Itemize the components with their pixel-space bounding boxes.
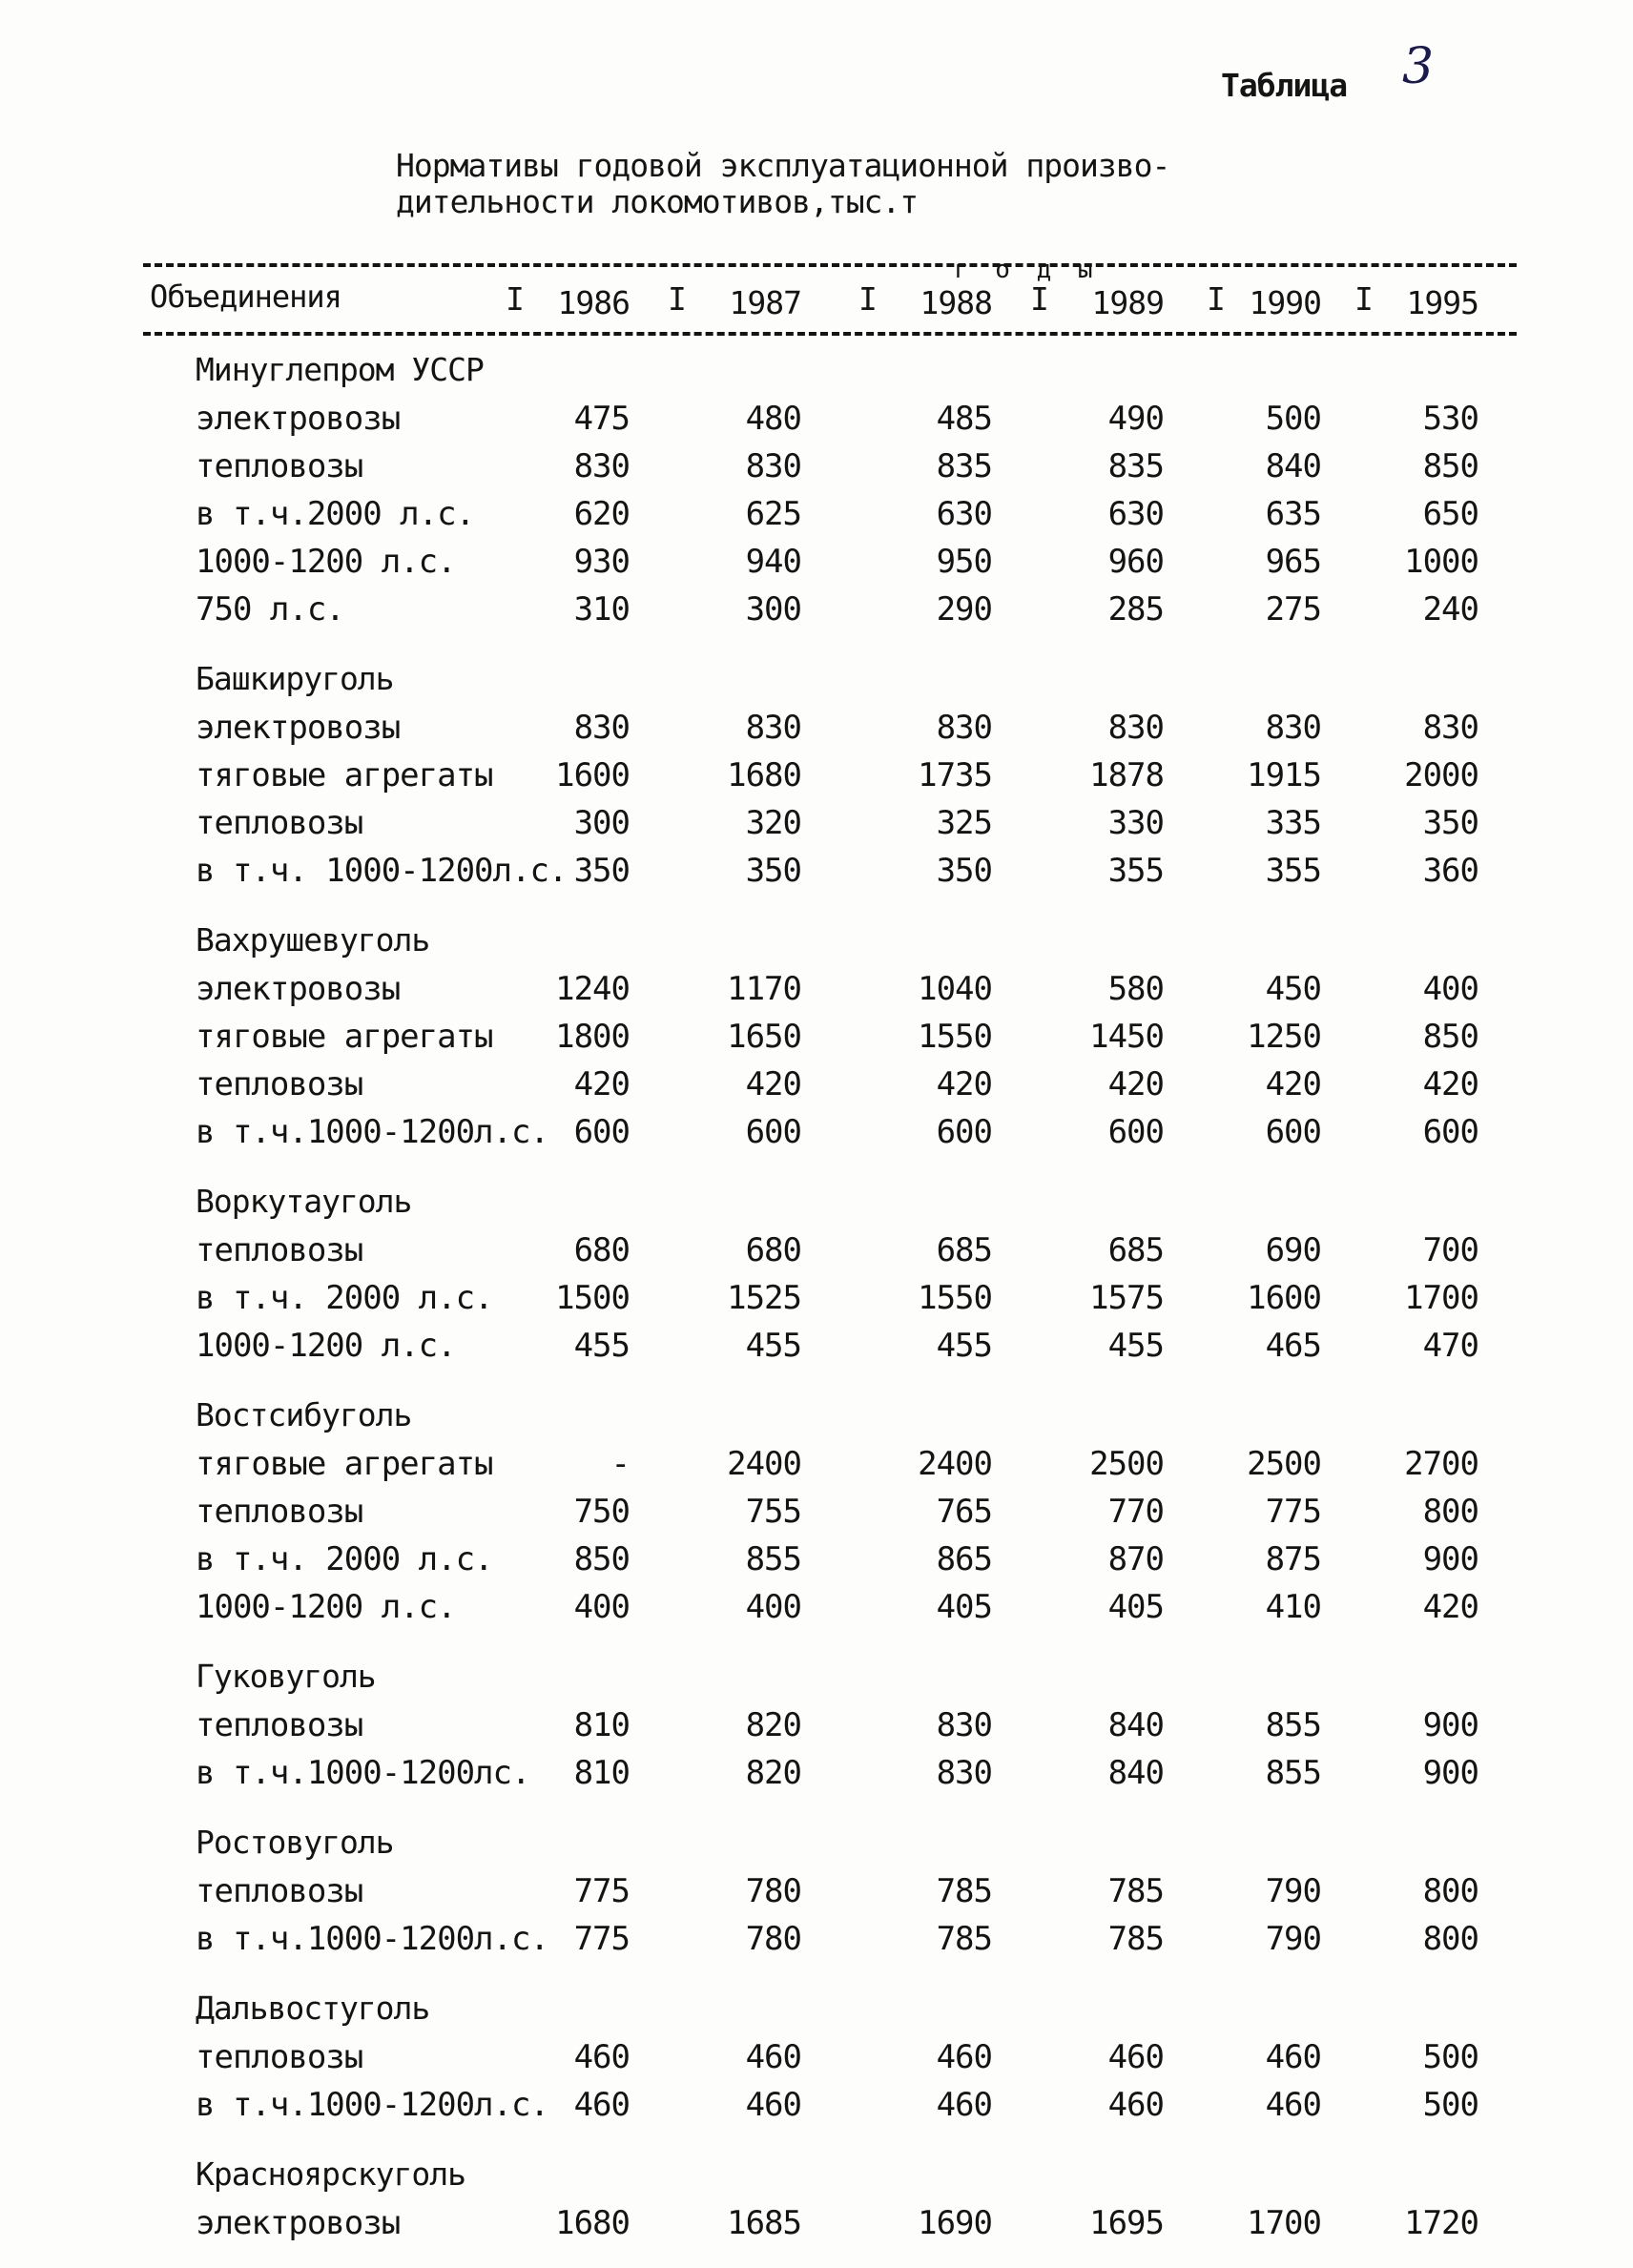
year-header-3: 1989 — [1091, 284, 1164, 321]
value-cell: 680 — [573, 1231, 630, 1269]
norms-table-body — [0, 345, 1633, 2268]
value-cell: 630 — [1107, 495, 1164, 533]
header-column-separator: I — [1207, 280, 1226, 318]
value-cell: 350 — [573, 852, 630, 890]
value-cell: 420 — [936, 1065, 992, 1103]
value-cell: 290 — [936, 590, 992, 629]
organization-group — [0, 1652, 1633, 1797]
value-cell: 1650 — [727, 1018, 801, 1056]
value-cell: 800 — [1422, 1493, 1478, 1531]
table-row — [0, 2199, 1633, 2247]
value-cell: 625 — [745, 495, 801, 533]
value-cell: 600 — [573, 1113, 630, 1151]
value-cell: 2500 — [1247, 1445, 1321, 1483]
value-cell: 960 — [1107, 543, 1164, 581]
value-cell: 790 — [1265, 1872, 1321, 1910]
value-cell: 355 — [1265, 852, 1321, 890]
year-header-2: 1988 — [920, 284, 992, 321]
organization-name: Башкируголь — [196, 660, 394, 697]
value-cell: 460 — [1265, 2038, 1321, 2076]
value-cell: 350 — [1422, 804, 1478, 842]
value-cell: 485 — [936, 400, 992, 438]
value-cell: 875 — [1265, 1540, 1321, 1578]
organization-group — [0, 345, 1633, 633]
value-cell: 400 — [573, 1588, 630, 1626]
value-cell: 840 — [1107, 1706, 1164, 1744]
row-label: тепловозы — [196, 1065, 363, 1103]
value-cell: 785 — [1107, 1920, 1164, 1958]
value-cell: 300 — [745, 590, 801, 629]
organization-group — [0, 1818, 1633, 1963]
row-label: тепловозы — [196, 1231, 363, 1269]
value-cell: 765 — [936, 1493, 992, 1531]
value-cell: 900 — [1422, 1540, 1478, 1578]
value-cell: 620 — [573, 495, 630, 533]
organization-name: Вахрушевуголь — [196, 921, 430, 959]
value-cell: 1550 — [918, 1018, 992, 1056]
table-row — [0, 1061, 1633, 1108]
value-cell: 320 — [745, 804, 801, 842]
value-cell: 830 — [573, 447, 630, 485]
row-label: тяговые агрегаты — [196, 1445, 493, 1483]
value-cell: 600 — [1265, 1113, 1321, 1151]
organization-name: Ростовуголь — [196, 1824, 394, 1861]
value-cell: 460 — [573, 2086, 630, 2124]
value-cell: 420 — [573, 1065, 630, 1103]
row-label: 1000-1200 л.с. — [196, 1588, 456, 1626]
value-cell: 310 — [573, 590, 630, 629]
title-line-1: Нормативы годовой эксплуатационной произво- — [396, 147, 1170, 184]
column-header-organizations: Объединения — [150, 278, 341, 315]
table-row — [0, 1583, 1633, 1631]
value-cell: 855 — [1265, 1706, 1321, 1744]
value-cell: 800 — [1422, 1872, 1478, 1910]
value-cell: 2400 — [727, 1445, 801, 1483]
value-cell: 460 — [573, 2038, 630, 2076]
value-cell: 800 — [1422, 1920, 1478, 1958]
year-header-0: 1986 — [557, 284, 630, 321]
header-column-separator: I — [1030, 280, 1049, 318]
header-column-separator: I — [668, 280, 687, 318]
organization-group — [0, 1177, 1633, 1370]
row-label: электровозы — [196, 970, 401, 1008]
header-column-separator: I — [1354, 280, 1374, 318]
value-cell: 690 — [1265, 1231, 1321, 1269]
value-cell: 460 — [745, 2038, 801, 2076]
row-label: 1000-1200 л.с. — [196, 1327, 456, 1365]
value-cell: 350 — [745, 852, 801, 890]
value-cell: 420 — [1422, 1588, 1478, 1626]
value-cell: 810 — [573, 1706, 630, 1744]
value-cell: 1680 — [727, 756, 801, 794]
value-cell: 820 — [745, 1754, 801, 1792]
organization-name: Дальвостуголь — [196, 1990, 430, 2027]
value-cell: 600 — [745, 1113, 801, 1151]
value-cell: 410 — [1265, 1588, 1321, 1626]
value-cell: 335 — [1265, 804, 1321, 842]
value-cell: 285 — [1107, 590, 1164, 629]
header-top-rule — [143, 263, 1517, 267]
value-cell: 1040 — [918, 970, 992, 1008]
table-row — [0, 1322, 1633, 1370]
table-row — [0, 1013, 1633, 1061]
value-cell: 1525 — [727, 1279, 801, 1317]
value-cell: 790 — [1265, 1920, 1321, 1958]
value-cell: 1170 — [727, 970, 801, 1008]
table-row — [0, 1915, 1633, 1963]
value-cell: 500 — [1422, 2038, 1478, 2076]
value-cell: 455 — [573, 1327, 630, 1365]
value-cell: 460 — [936, 2038, 992, 2076]
value-cell: 240 — [1422, 590, 1478, 629]
value-cell: 685 — [1107, 1231, 1164, 1269]
value-cell: 840 — [1107, 1754, 1164, 1792]
value-cell: 1550 — [918, 1279, 992, 1317]
organization-name: Воркутауголь — [196, 1183, 412, 1220]
row-label: тепловозы — [196, 804, 363, 842]
value-cell: 770 — [1107, 1493, 1164, 1531]
value-cell: 600 — [1422, 1113, 1478, 1151]
value-cell: 930 — [573, 543, 630, 581]
value-cell: 460 — [936, 2086, 992, 2124]
value-cell: 350 — [936, 852, 992, 890]
row-label: тепловозы — [196, 1706, 363, 1744]
table-row — [0, 847, 1633, 895]
value-cell: 785 — [1107, 1872, 1164, 1910]
value-cell: 460 — [1107, 2038, 1164, 2076]
value-cell: 465 — [1265, 1327, 1321, 1365]
row-label: тяговые агрегаты — [196, 756, 493, 794]
row-label: 1000-1200 л.с. — [196, 543, 456, 581]
value-cell: 835 — [936, 447, 992, 485]
value-cell: 460 — [745, 2086, 801, 2124]
row-label: электровозы — [196, 2204, 401, 2242]
value-cell: 1720 — [1404, 2204, 1478, 2242]
organization-group — [0, 1984, 1633, 2129]
table-row — [0, 2081, 1633, 2129]
value-cell: 405 — [1107, 1588, 1164, 1626]
value-cell: 460 — [1265, 2086, 1321, 2124]
value-cell: 275 — [1265, 590, 1321, 629]
row-label: в т.ч.1000-1200л.с. — [196, 1920, 548, 1958]
value-cell: 600 — [936, 1113, 992, 1151]
value-cell: 630 — [936, 495, 992, 533]
value-cell: 500 — [1265, 400, 1321, 438]
value-cell: 635 — [1265, 495, 1321, 533]
organization-group — [0, 654, 1633, 895]
year-header-1: 1987 — [729, 284, 801, 321]
value-cell: 940 — [745, 543, 801, 581]
value-cell: 1695 — [1089, 2204, 1164, 2242]
value-cell: 840 — [1265, 447, 1321, 485]
organization-name: Востсибуголь — [196, 1396, 412, 1433]
value-cell: 420 — [1422, 1065, 1478, 1103]
table-row — [0, 1108, 1633, 1156]
value-cell: 700 — [1422, 1231, 1478, 1269]
organization-name: Гуковуголь — [196, 1658, 376, 1695]
table-row — [0, 1274, 1633, 1322]
value-cell: 830 — [1107, 709, 1164, 747]
value-cell: 865 — [936, 1540, 992, 1578]
row-label: тепловозы — [196, 1493, 363, 1531]
row-label: тепловозы — [196, 2038, 363, 2076]
year-header-4: 1990 — [1249, 284, 1321, 321]
value-cell: 360 — [1422, 852, 1478, 890]
value-cell: 420 — [745, 1065, 801, 1103]
value-cell: 1700 — [1404, 1279, 1478, 1317]
value-cell: 1800 — [555, 1018, 630, 1056]
title-line-2: дительности локомотивов,тыс.т — [396, 183, 919, 220]
value-cell: 830 — [573, 709, 630, 747]
year-header-5: 1995 — [1406, 284, 1478, 321]
value-cell: 900 — [1422, 1706, 1478, 1744]
value-cell: 1250 — [1247, 1018, 1321, 1056]
value-cell: 780 — [745, 1872, 801, 1910]
value-cell: 830 — [936, 709, 992, 747]
value-cell: 325 — [936, 804, 992, 842]
value-cell: 400 — [745, 1588, 801, 1626]
value-cell: 455 — [745, 1327, 801, 1365]
value-cell: 830 — [745, 447, 801, 485]
header-column-separator: I — [506, 280, 525, 318]
value-cell: 1600 — [1247, 1279, 1321, 1317]
value-cell: 420 — [1265, 1065, 1321, 1103]
value-cell: 855 — [1265, 1754, 1321, 1792]
value-cell: 950 — [936, 543, 992, 581]
table-row — [0, 490, 1633, 538]
table-row — [0, 1227, 1633, 1274]
value-cell: 900 — [1422, 1754, 1478, 1792]
value-cell: 1450 — [1089, 1018, 1164, 1056]
row-label: тяговые агрегаты — [196, 1018, 493, 1056]
value-cell: 2500 — [1089, 1445, 1164, 1483]
value-cell: 455 — [1107, 1327, 1164, 1365]
value-cell: 480 — [745, 400, 801, 438]
value-cell: 830 — [1265, 709, 1321, 747]
table-row — [0, 443, 1633, 490]
column-group-header-years: г о д ы — [954, 256, 1099, 284]
header-column-separator: I — [858, 280, 878, 318]
value-cell: 850 — [1422, 1018, 1478, 1056]
table-row — [0, 586, 1633, 633]
value-cell: 530 — [1422, 400, 1478, 438]
table-row — [0, 1749, 1633, 1797]
value-cell: 775 — [573, 1920, 630, 1958]
document-title — [396, 148, 1169, 220]
row-label: в т.ч. 1000-1200л.с. — [196, 852, 568, 890]
value-cell: 600 — [1107, 1113, 1164, 1151]
row-label: электровозы — [196, 709, 401, 747]
row-label: 750 л.с. — [196, 590, 344, 629]
value-cell: 1500 — [555, 1279, 630, 1317]
value-cell: 1878 — [1089, 756, 1164, 794]
value-cell: 1575 — [1089, 1279, 1164, 1317]
value-cell: 580 — [1107, 970, 1164, 1008]
value-cell: 1600 — [555, 756, 630, 794]
value-cell: 870 — [1107, 1540, 1164, 1578]
value-cell: 2700 — [1404, 1445, 1478, 1483]
row-label: в т.ч.1000-1200лс. — [196, 1754, 530, 1792]
value-cell: 420 — [1107, 1065, 1164, 1103]
organization-name: Минуглепром УССР — [196, 351, 484, 388]
value-cell: 2000 — [1404, 756, 1478, 794]
organization-group — [0, 1391, 1633, 1631]
value-cell: 330 — [1107, 804, 1164, 842]
table-row — [0, 1440, 1633, 1488]
value-cell: 755 — [745, 1493, 801, 1531]
value-cell: 785 — [936, 1872, 992, 1910]
value-cell: 1000 — [1404, 543, 1478, 581]
table-row — [0, 704, 1633, 752]
value-cell: 650 — [1422, 495, 1478, 533]
table-row — [0, 1488, 1633, 1536]
value-cell: 855 — [745, 1540, 801, 1578]
table-row — [0, 1536, 1633, 1583]
value-cell: 850 — [1422, 447, 1478, 485]
row-label: в т.ч.1000-1200л.с. — [196, 1113, 548, 1151]
value-cell: 810 — [573, 1754, 630, 1792]
value-cell: 785 — [936, 1920, 992, 1958]
value-cell: 1685 — [727, 2204, 801, 2242]
value-cell: 830 — [936, 1754, 992, 1792]
value-cell: 835 — [1107, 447, 1164, 485]
row-label: в т.ч.1000-1200л.с. — [196, 2086, 548, 2124]
row-label: тепловозы — [196, 447, 363, 485]
value-cell: 830 — [936, 1706, 992, 1744]
value-cell: 1690 — [918, 2204, 992, 2242]
value-cell: 1680 — [555, 2204, 630, 2242]
value-cell: 830 — [1422, 709, 1478, 747]
table-row — [0, 395, 1633, 443]
value-cell: 490 — [1107, 400, 1164, 438]
value-cell: 1915 — [1247, 756, 1321, 794]
value-cell: 400 — [1422, 970, 1478, 1008]
organization-group — [0, 916, 1633, 1156]
table-row — [0, 538, 1633, 586]
value-cell: 775 — [573, 1872, 630, 1910]
table-row — [0, 752, 1633, 799]
value-cell: 850 — [573, 1540, 630, 1578]
table-row — [0, 965, 1633, 1013]
table-row — [0, 2033, 1633, 2081]
value-cell: 1700 — [1247, 2204, 1321, 2242]
header-bottom-rule — [143, 332, 1517, 336]
value-cell: 300 — [573, 804, 630, 842]
value-cell: 475 — [573, 400, 630, 438]
value-cell: 750 — [573, 1493, 630, 1531]
organization-group — [0, 2150, 1633, 2247]
value-cell: 450 — [1265, 970, 1321, 1008]
value-cell: 780 — [745, 1920, 801, 1958]
value-cell: 500 — [1422, 2086, 1478, 2124]
value-cell: 455 — [936, 1327, 992, 1365]
value-cell: 1240 — [555, 970, 630, 1008]
value-cell: 680 — [745, 1231, 801, 1269]
row-label: в т.ч. 2000 л.с. — [196, 1279, 493, 1317]
table-row — [0, 1867, 1633, 1915]
row-label: тепловозы — [196, 1872, 363, 1910]
value-cell: 830 — [745, 709, 801, 747]
value-cell: 2400 — [918, 1445, 992, 1483]
value-cell: 820 — [745, 1706, 801, 1744]
row-label: в т.ч.2000 л.с. — [196, 495, 475, 533]
value-cell: 685 — [936, 1231, 992, 1269]
table-row — [0, 1701, 1633, 1749]
value-cell: - — [610, 1445, 630, 1483]
value-cell: 965 — [1265, 543, 1321, 581]
table-caption: Таблица — [1221, 67, 1348, 104]
value-cell: 775 — [1265, 1493, 1321, 1531]
row-label: в т.ч. 2000 л.с. — [196, 1540, 493, 1578]
row-label: электровозы — [196, 400, 401, 438]
value-cell: 470 — [1422, 1327, 1478, 1365]
page-number: 3 — [1402, 38, 1435, 95]
organization-name: Красноярскуголь — [196, 2155, 466, 2193]
value-cell: 355 — [1107, 852, 1164, 890]
value-cell: 1735 — [918, 756, 992, 794]
value-cell: 460 — [1107, 2086, 1164, 2124]
table-row — [0, 799, 1633, 847]
value-cell: 405 — [936, 1588, 992, 1626]
